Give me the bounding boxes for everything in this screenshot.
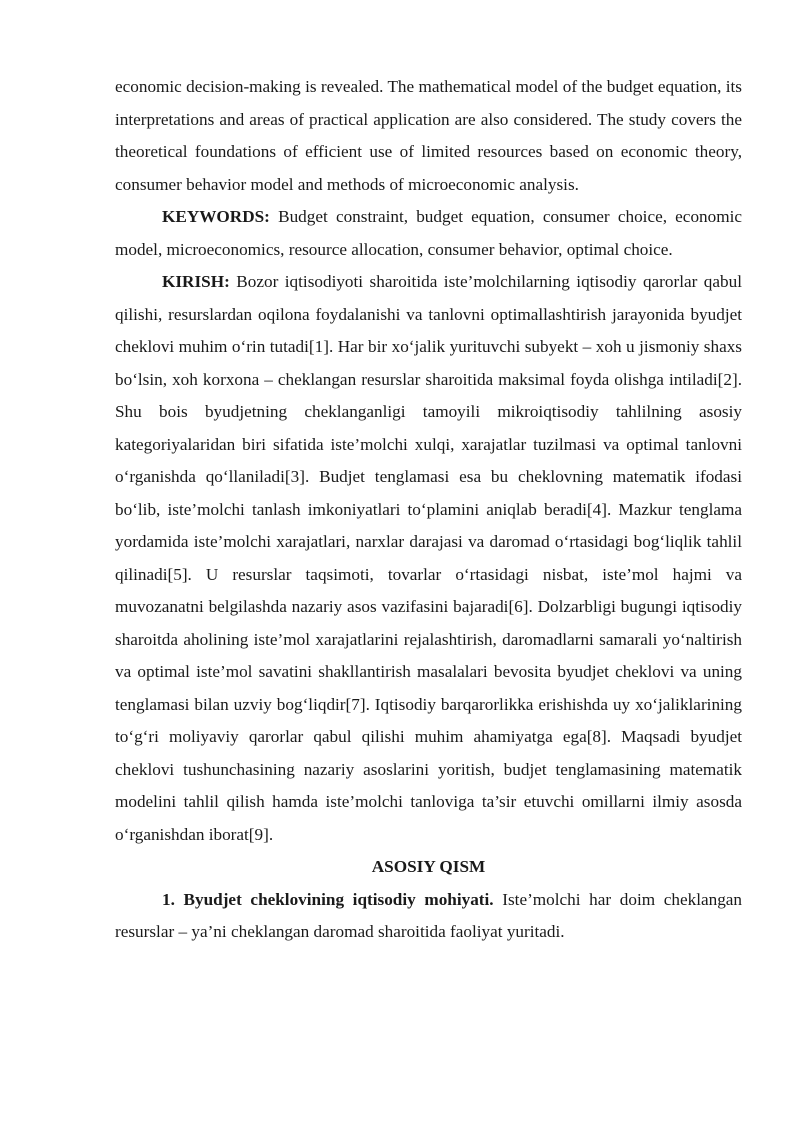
keywords-text: Budget constraint, budget equation, consumer choice, economic model, microeconomics, resource allocation, consumer behavior, optimal choice. bbox=[115, 207, 742, 259]
main-section-heading: ASOSIY QISM bbox=[371, 857, 486, 876]
abstract-tail-paragraph: economic decision-making is revealed. The mathematical model of the budget equation, its interpretations and areas of practical application are also considered. The study covers the theoretical foundations of efficient use of limited resources based on economic theory, consumer behavior model and methods of microeconomic analysis. bbox=[115, 77, 742, 194]
section1-label: 1. Byudjet cheklovining iqtisodiy mohiyati. bbox=[162, 889, 494, 909]
document-page bbox=[115, 71, 742, 949]
keywords-label: KEYWORDS: bbox=[162, 207, 270, 226]
section1-paragraph bbox=[115, 884, 742, 949]
section1-text: Iste’molchi har doim cheklangan resurslar – ya’ni cheklangan daromad sharoitida faoliyat yuritadi. bbox=[115, 889, 743, 941]
keywords-paragraph bbox=[115, 201, 742, 266]
intro-label: KIRISH: bbox=[162, 272, 230, 291]
intro-paragraph bbox=[115, 266, 742, 851]
intro-text: Bozor iqtisodiyoti sharoitida iste’molchilarning iqtisodiy qarorlar qabul qilishi, resurslardan oqilona foydalanishi va tanlovni optimallashtirish jarayonida byudjet cheklovi muhim o‘rin tutadi[1]. Har bir xo‘jalik yurituvchi subyekt – xoh u jismoniy shaxs bo‘lsin, xoh korxona – cheklangan resurslar sharoitida maksimal foyda olishga intiladi[2]. Shu bois byudjetning cheklanganligi tamoyili mikroiqtisodiy tahlilning asosiy kategoriyalaridan biri sifatida iste’molchi xulqi, xarajatlar tuzilmasi va optimal tanlovni o‘rganishda qo‘llaniladi[3]. Budjet tenglamasi esa bu cheklovning matematik ifodasi bo‘lib, iste’molchi tanlash imkoniyatlari to‘plamini aniqlab beradi[4]. Mazkur tenglama yordamida iste’molchi xarajatlari, narxlar darajasi va daromad o‘rtasidagi bog‘liqlik tahlil qilinadi[5]. U resurslar taqsimoti, tovarlar o‘rtasidagi nisbat, iste’mol hajmi va muvozanatni belgilashda nazariy asos vazifasini bajaradi[6]. Dolzarbligi bugungi iqtisodiy sharoitda aholining iste’mol xarajatlarini rejalashtirish, daromadlarni samarali yo‘naltirish va optimal iste’mol savatini shakllantirish masalalari bevosita byudjet cheklovi va uning tenglamasi bilan uzviy bog‘liqdir[7]. Iqtisodiy barqarorlikka erishishda uy xo‘jaliklarining to‘g‘ri moliyaviy qarorlar qabul qilishi muhim ahamiyatga ega[8]. Maqsadi byudjet cheklovi tushunchasining nazariy asoslarini yoritish, budjet tenglamasining matematik modelini tahlil qilish hamda iste’molchi tanloviga ta’sir etuvchi omillarni ilmiy asosda o‘rganishdan iborat[9]. bbox=[115, 272, 742, 844]
